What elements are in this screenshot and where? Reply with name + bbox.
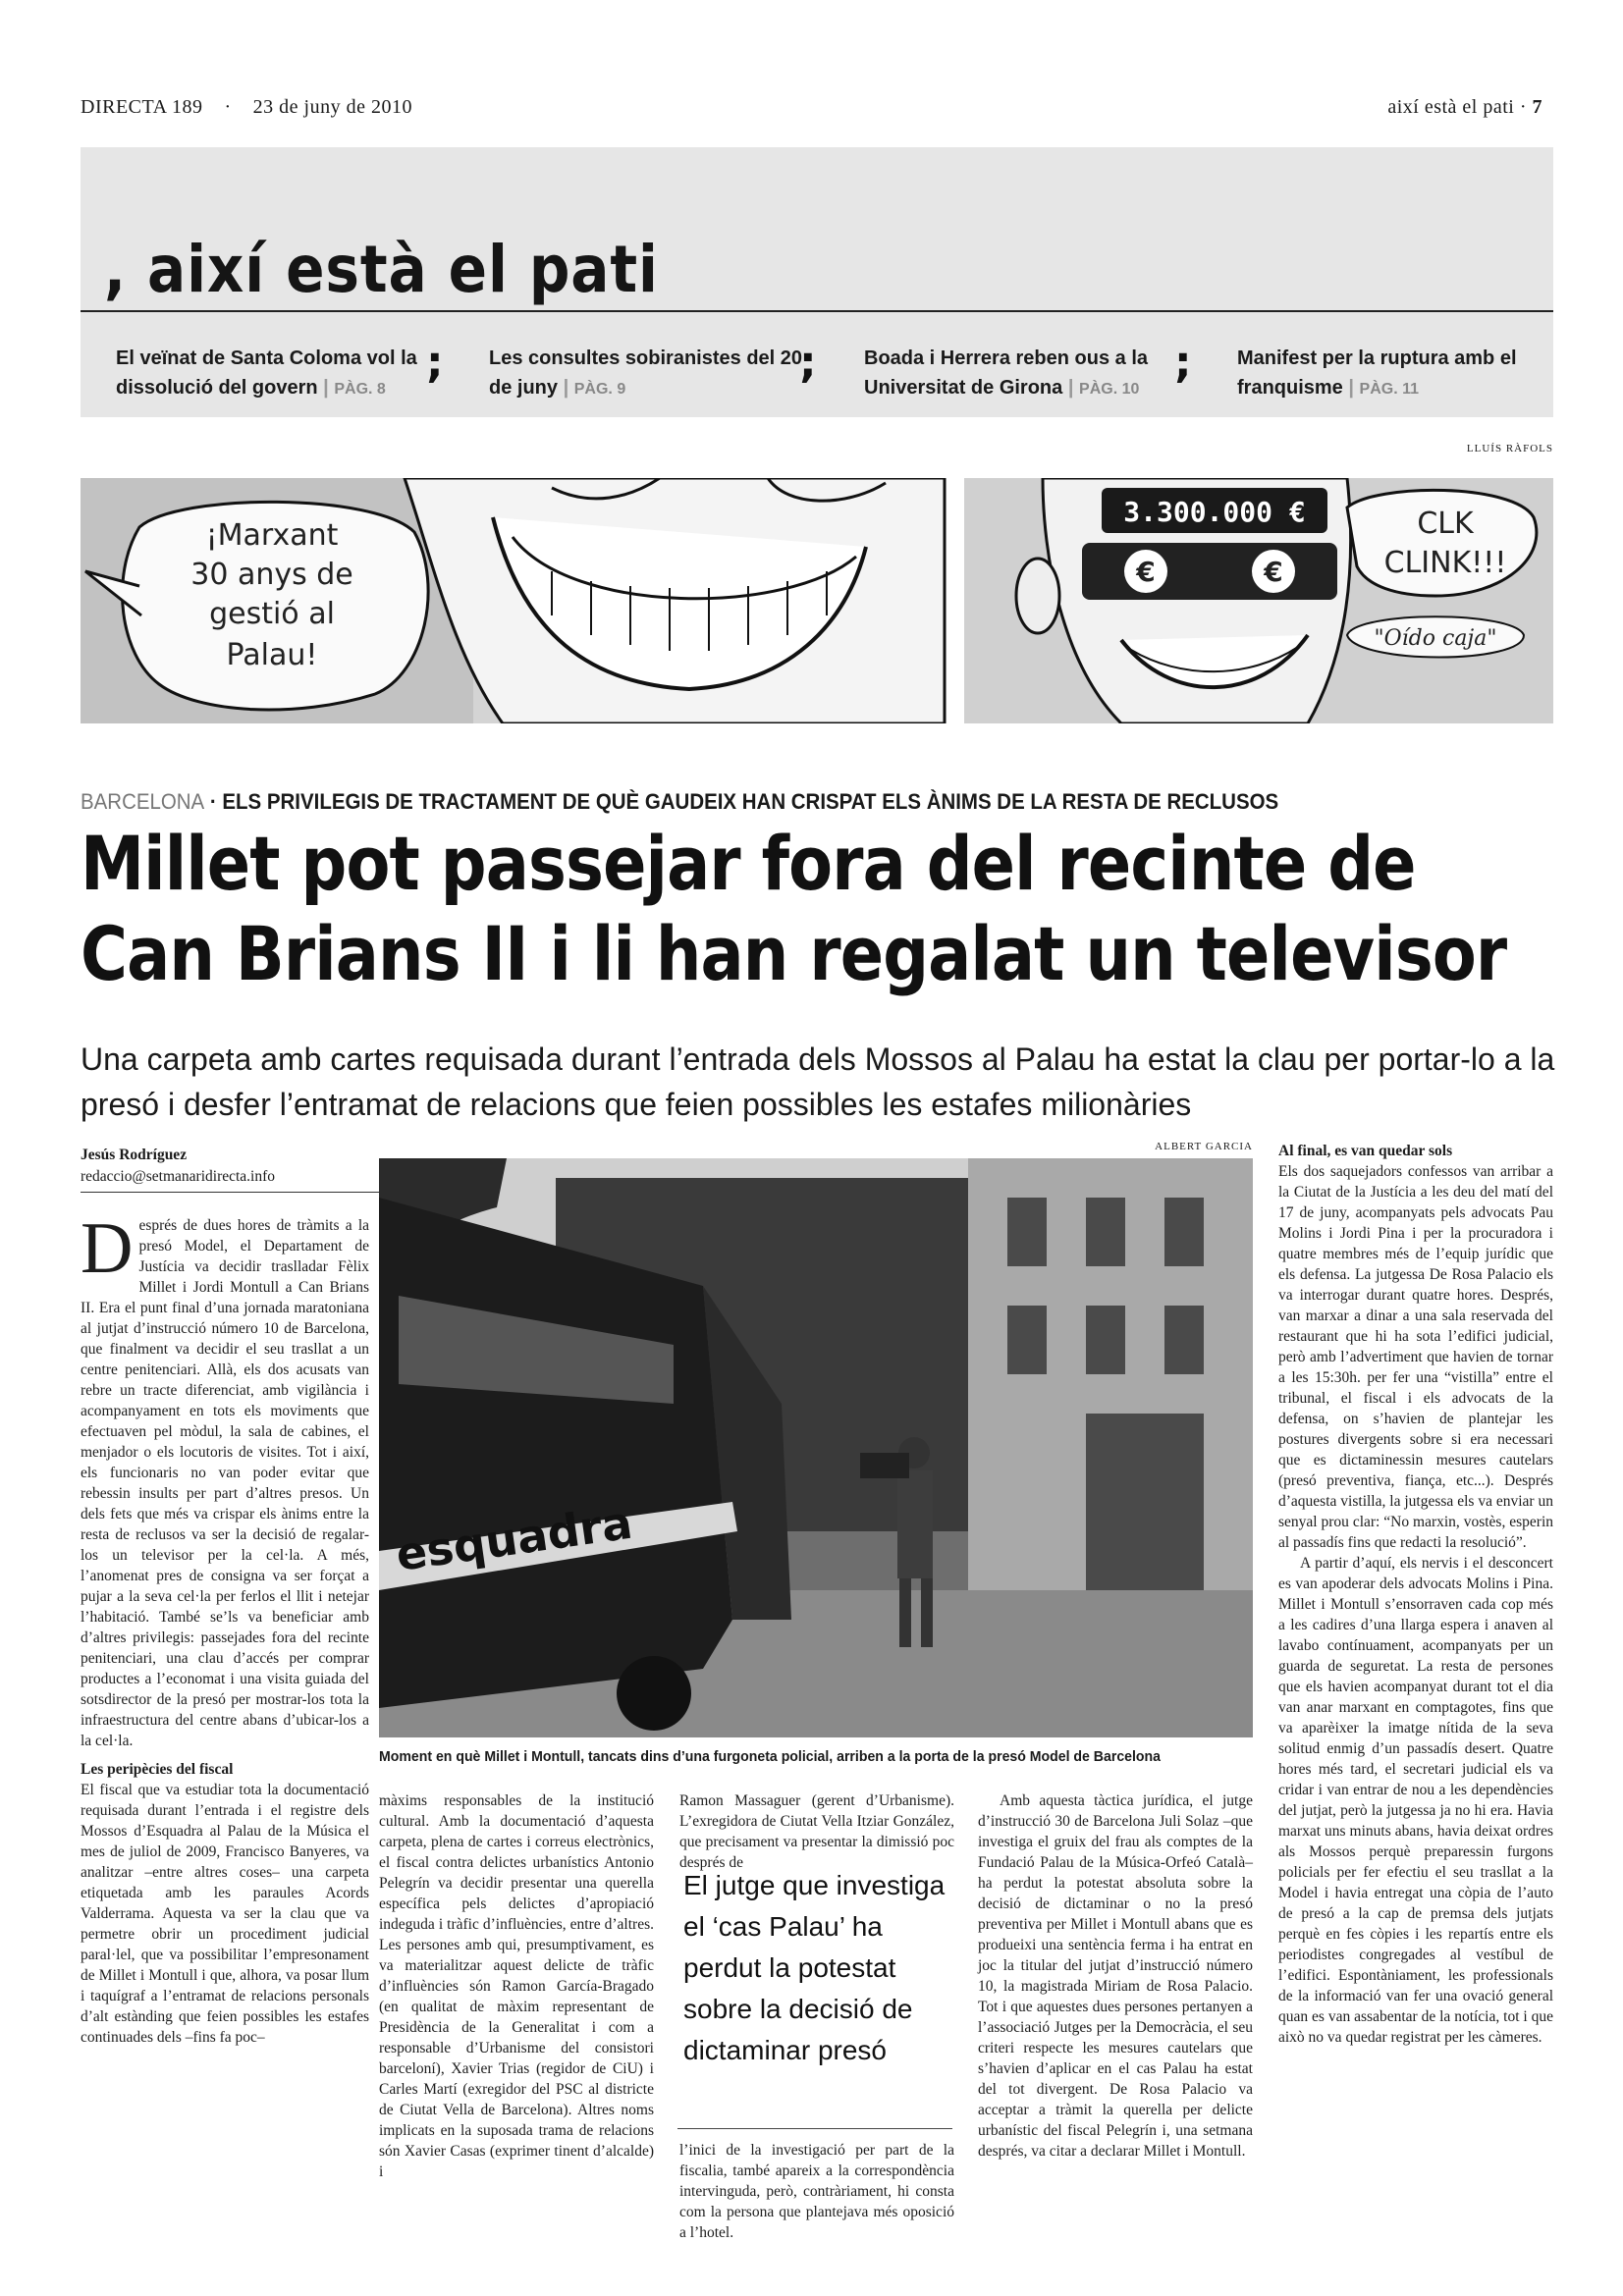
- teaser-text: El veïnat de Santa Coloma vol la dissolució del govern: [116, 347, 417, 399]
- bubble-line: Palau!: [226, 638, 318, 672]
- article-kicker: [81, 789, 1278, 815]
- teaser-divider: ;: [426, 338, 444, 388]
- teaser-page: PÀG. 8: [334, 381, 386, 398]
- teaser-separator: |: [1067, 377, 1074, 399]
- paragraph: Amb aquesta tàctica jurídica, el jutge d’instrucció 30 de Barcelona Juli Solaz –que investiga el gruix del frau als comptes de la Fundació Palau de la Música-Orfeó Català– ha perdut la potestat absoluta sobre la decisió de dictaminar o no la presó preventiva per Millet i Montull abans que es produeixi una sentència ferma i ha entrat en joc la titular del jutjat d’instrucció número 10, la magistrada Miriam de Rosa Palacio. Tot i que aquestes dues persones pertanyen a l’associació Jutges per la Democràcia, el seu criteri respecte les mesures cautelars que s’havien d’aplicar en el cas Palau ha estat del tot divergent. De Rosa Palacio va acceptar a tràmit la querella per delicte urbanístic del fiscal Pelegrín i, una setmana després, va citar a declarar Millet i Montull.: [978, 1792, 1253, 2160]
- pull-quote: El jutge que investiga el ‘cas Palau’ ha perdut la potestat sobre la decisió de dictaminar presó: [683, 1870, 946, 2065]
- cartoon-credit: LLUÍS RÀFOLS: [1466, 443, 1553, 454]
- article-headline: [81, 819, 1507, 999]
- headline-line: Millet pot passejar fora del recinte de: [81, 820, 1416, 907]
- article-column-4: [978, 1790, 1253, 2162]
- quote-text: "Oído caja": [1374, 626, 1497, 651]
- article-column-3-continued: [679, 2140, 954, 2243]
- news-photo: [379, 1158, 1253, 1737]
- teaser-divider: ;: [1174, 338, 1192, 388]
- subheading: Al final, es van quedar sols: [1278, 1143, 1453, 1159]
- byline: [81, 1145, 395, 1193]
- teaser-1[interactable]: [116, 344, 440, 404]
- van-lettering: esquadra: [393, 1495, 636, 1581]
- header-right: [1387, 96, 1542, 119]
- header-left: [81, 96, 412, 119]
- drop-cap: D: [81, 1208, 134, 1289]
- author-name: Jesús Rodríguez: [81, 1147, 188, 1163]
- paragraph: Els dos saquejadors confessos van arribar a la Ciutat de la Justícia a les deu del matí del 17 de juny, acompanyats pels advocats Pau Molins i Jordi Pina i per la procuradora i quatre membres més de l’equip jurídic que els defensa. La jutgessa De Rosa Palacio els va interrogar durant quatre hores. Després, van marxar a dinar a una sala reservada del restaurant que hi ha sota l’edifici judicial, però amb l’advertiment que havien de tornar a les 15:30h. per fer una “vistilla” entre el tribunal, el fiscal i els advocats de la defensa, on s’havien de plantejar les postures divergents sobre si era necessari que es dictaminessin mesures cautelars (presó preventiva, fiança, etc...). Després d’aquesta vistilla, la jutgessa els va enviar un senyal prou clar: “No marxin, vostès, esperin al passadís fins que redacti la resolució”.: [1278, 1163, 1553, 1551]
- bubble-line: 30 anys de: [190, 558, 353, 592]
- teaser-page: PÀG. 10: [1079, 381, 1140, 398]
- author-email[interactable]: redaccio@setmanaridirecta.info: [81, 1168, 276, 1185]
- teaser-separator: |: [1348, 377, 1354, 399]
- article-column-2: [379, 1790, 654, 2182]
- issue-date: 23 de juny de 2010: [252, 96, 412, 118]
- pull-quote-rule: [677, 2128, 952, 2129]
- publication-name: DIRECTA 189: [81, 96, 203, 118]
- euro-eye: €: [1264, 556, 1283, 588]
- teaser-text: Manifest per la ruptura amb el franquisme: [1237, 347, 1517, 399]
- page-number: 7: [1532, 96, 1542, 118]
- paragraph: Després de dues hores de tràmits a la presó Model, el Departament de Justícia va decidir traslladar Fèlix Millet i Jordi Montull a Can Brians II. Era el punt final d’una jornada maratoniana al jutjat d’instrucció número 10 de Barcelona, que finalment va decidir el seu trasllat a un centre penitenciari. Allà, els dos acusats van rebre un tracte diferenciat, amb vigilància i acompanyament en tots els moviments que efectuaven pel mòdul, la sala de cabines, el menjador o els locutoris de visites. Tot i així, els funcionaris no van poder evitar que rebessin insults per part d’altres presos. Un dels fets que més va crispar els ànims entre la resta de reclusos va ser la decisió de regalar-los un televisor per la cel·la. A més, l’anomenat pres de consigna va ser forçat a pujar a la seva cel·la per ferlos el llit i netejar l’habitació. També se’ls va beneficiar amb d’altres privilegis: passejades fora del recinte penitenciari, una clau d’accés per comprar productes a l’economat i una visita guiada del sotsdirector de la presó per mostrar-los tota la infraestructura del centre abans d’ubicar-los a la cel·la.: [81, 1208, 369, 1749]
- section-banner: [81, 147, 1553, 417]
- page-header: [81, 96, 1542, 126]
- article-subhead: Una carpeta amb cartes requisada durant l’entrada dels Mossos al Palau ha estat la clau per portar-lo a la presó i desfer l’entramat de relacions que feien possibles les estafes milionàries: [81, 1041, 1555, 1122]
- banner-rule: [81, 310, 1553, 312]
- glasses: [1082, 543, 1337, 600]
- teaser-text: Boada i Herrera reben ous a la Universitat de Girona: [864, 347, 1149, 399]
- cartoon-illustration: [81, 478, 1553, 723]
- headline-line: Can Brians II i li han regalat un televisor: [81, 910, 1507, 997]
- teaser-text: Les consultes sobiranistes del 20 de juny: [489, 347, 803, 399]
- article-column-1: [81, 1208, 369, 2048]
- paragraph: màxims responsables de la institució cultural. Amb la documentació d’aquesta carpeta, plena de cartes i correus electrònics, el fiscal contra delictes urbanístics Antonio Pelegrín va decidir presentar una querella específica pels delictes d’apropiació indeguda i tràfic d’influències, entre d’altres. Les persones amb qui, presumptivament, es va materialitzar aquest delicte de tràfic d’influències són Ramon García-Bragado (en qualitat de màxim representant de Presidència de la Generalitat i com a responsable d’Urbanisme del consistori barceloní), Xavier Trias (regidor de CiU) i Carles Martí (exregidor del PSC al districte de Ciutat Vella de Barcelona). Altres noms implicats en la suposada trama de relacions són Xavier Casas (exprimer tinent d’alcalde) i: [379, 1792, 654, 2180]
- article-column-5: [1278, 1141, 1553, 2048]
- section-name: així està el pati ·: [1387, 96, 1527, 118]
- teaser-2[interactable]: [489, 344, 813, 404]
- paragraph: l’inici de la investigació per part de la fiscalia, també apareix a la correspondència intervinguda, però, contràriament, hi consta com la persona que plantejava més oposició a l’hotel.: [679, 2142, 954, 2241]
- paragraph: A partir d’aquí, els nervis i el desconcert es van apoderar dels advocats Molins i Pina. Millet i Montull s’ensorraven cada cop més a les cadires d’una llarga espera i anaven al lavabo contínuament, acompanyats per un guarda de seguretat. La resta de persones que els havien acompanyat durant tot el dia van anar marxant en comptagotes, fins que va aparèixer la imatge nítida de la seva solitud enmig d’un passadís desert. Quatre hores més tard, el secretari judicial els va cridar i van entrar de nou a les dependències del jutjat, però la jutgessa ja no hi era. Havia marxat uns minuts abans, havia deixat ordres als Mossos perquè preparessin furgons policials per fer efectiu el seu trasllat a la Model i havia entregat una còpia de l’auto de presó a la cap de premsa dels jutjats perquè en fes còpies i les repartís entre els periodistes congregades al vestíbul de l’edifici. Espontàniament, les professionals de la informació van fer una ovació general quan es van assabentar de la notícia, tot i que això no va quedar registrat per les càmeres.: [1278, 1555, 1553, 2046]
- section-title: , així està el pati: [104, 232, 659, 307]
- photo-credit: ALBERT GARCIA: [1155, 1141, 1253, 1152]
- teaser-separator: |: [323, 377, 329, 399]
- teaser-3[interactable]: [864, 344, 1188, 404]
- kicker-text: · ELS PRIVILEGIS DE TRACTAMENT DE QUÈ GAUDEIX HAN CRISPAT ELS ÀNIMS DE LA RESTA DE RECLUSOS: [209, 789, 1279, 814]
- photo-caption: Moment en què Millet i Montull, tancats dins d’una furgoneta policial, arriben a la porta de la presó Model de Barcelona: [379, 1748, 1161, 1765]
- teaser-page: PÀG. 11: [1359, 381, 1420, 398]
- bubble-line: CLK: [1417, 507, 1474, 541]
- bubble-line: ¡Marxant: [205, 518, 339, 553]
- bubble-line: gestió al: [209, 597, 335, 631]
- paragraph: Ramon Massaguer (gerent d’Urbanisme). L’exregidora de Ciutat Vella Itziar González, que precisament va presentar la dimissió poc després de: [679, 1792, 954, 1871]
- teaser-4[interactable]: [1237, 344, 1561, 404]
- euro-eye: €: [1136, 556, 1156, 588]
- teaser-page: PÀG. 9: [573, 381, 626, 398]
- bubble-line: CLINK!!!: [1383, 546, 1507, 580]
- byline-rule: [81, 1192, 395, 1193]
- header-separator: ·: [224, 96, 232, 118]
- kicker-place: BARCELONA: [81, 789, 205, 814]
- teaser-divider: ;: [799, 338, 817, 388]
- counter-value: 3.300.000 €: [1123, 496, 1306, 528]
- paragraph: El fiscal que va estudiar tota la documentació requisada durant l’entrada i el registre dels Mossos d’Esquadra al Palau de la Música el mes de juliol de 2009, Francisco Banyeres, va analitzar –entre altres coses– una carpeta etiquetada amb les paraules Acords Valderrama. Aquesta va ser la clau que va permetre obrir un procediment judicial paral·lel, que va possibilitar l’empresonament de Millet i Montull i que, alhora, va posar llum i taquígraf a l’entramat de relacions personals d’alt estànding que feien possibles les estafes continuades dels –fins fa poc–: [81, 1782, 369, 2046]
- subheading: Les peripècies del fiscal: [81, 1761, 234, 1778]
- article-column-3: [679, 1790, 954, 1873]
- teaser-separator: |: [563, 377, 569, 399]
